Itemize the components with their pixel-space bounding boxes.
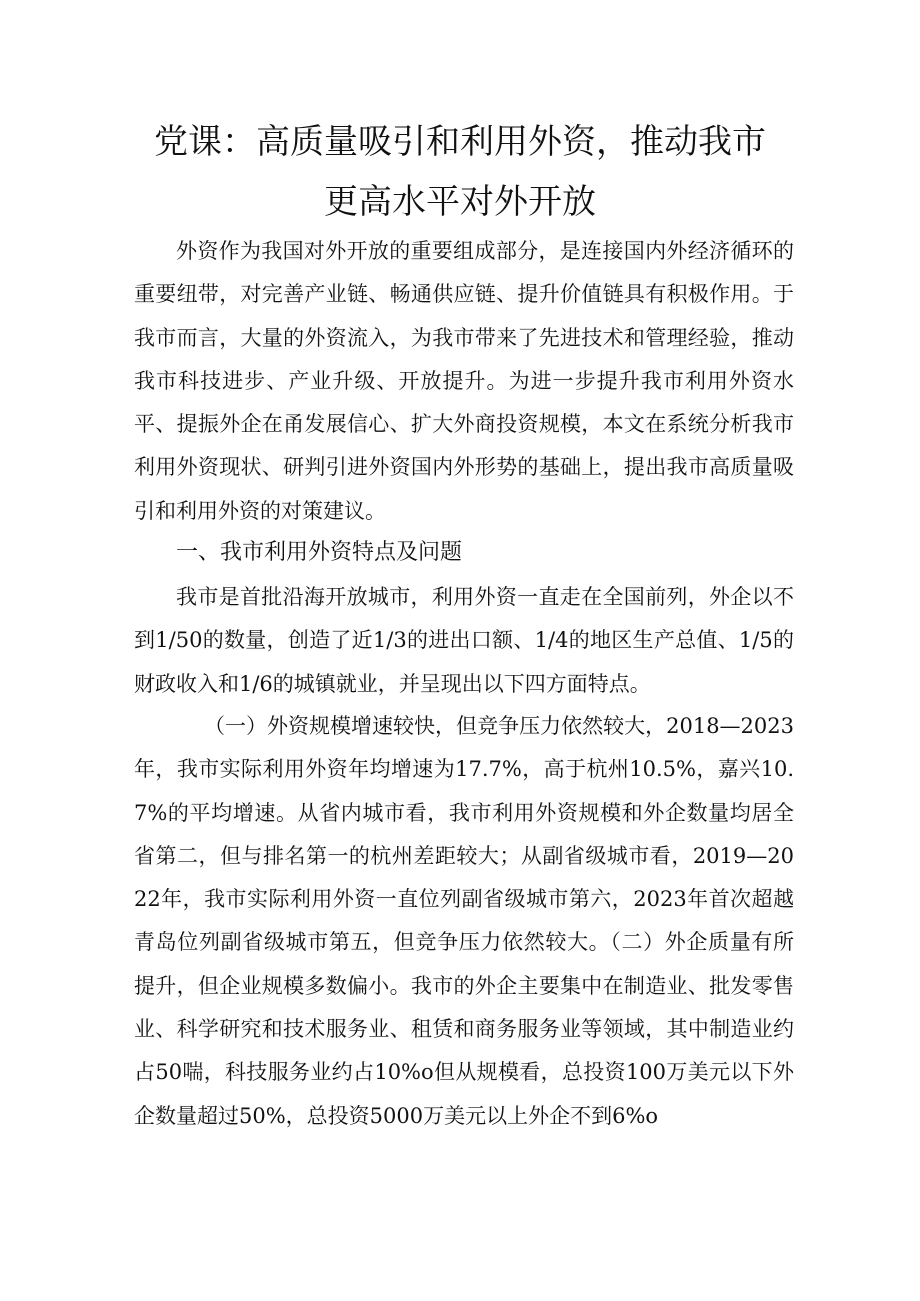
section-heading: 一、我市利用外资特点及问题 [176, 540, 463, 565]
intro-paragraph: 外资作为我国对外开放的重要组成部分，是连接国内外经济循环的重要纽带，对完善产业链、畅通供应链、提升价值链具有积极作用。于我市而言，大量的外资流入，为我市带来了先进技术和管理经验，推动我市科技进步、产业升级、开放提升。为进一步提升我市利用外资水平、提振外企在甬发展信心、扩大外商投资规模，本文在系统分析我市利用外资现状、研判引进外资国内外形势的基础上，提出我市高质量吸引和利用外资的对策建议。 [134, 239, 794, 523]
document-title-line-1: 党课：高质量吸引和利用外资，推动我市 [154, 122, 766, 162]
section-paragraph: 我市是首批沿海开放城市，利用外资一直走在全国前列，外企以不到1/50的数量，创造了近1/3的进出口额、1/4的地区生产总值、1/5的财政收入和1/6的城镇就业，并呈现出以下四方面特点。 [134, 585, 794, 696]
document-title-line-2: 更高水平对外开放 [324, 182, 596, 222]
subsection-paragraph: （一）外资规模增速较快，但竞争压力依然较大，2018—2023年，我市实际利用外资年均增速为17.7%，高于杭州10.5%，嘉兴10.7%的平均增速。从省内城市看，我市利用外资规模和外企数量均居全省第二，但与排名第一的杭州差距较大；从副省级城市看，2019—2022年，我市实际利用外资一直位列副省级城市第六，2023年首次超越青岛位列副省级城市第五，但竞争压力依然较大。（二）外企质量有所提升，但企业规模多数偏小。我市的外企主要集中在制造业、批发零售业、科学研究和技术服务业、租赁和商务服务业等领域，其中制造业约占50喘，科技服务业约占10%o但从规模看，总投资100万美元以下外企数量超过50%，总投资5000万美元以上外企不到6%o [134, 714, 794, 1128]
